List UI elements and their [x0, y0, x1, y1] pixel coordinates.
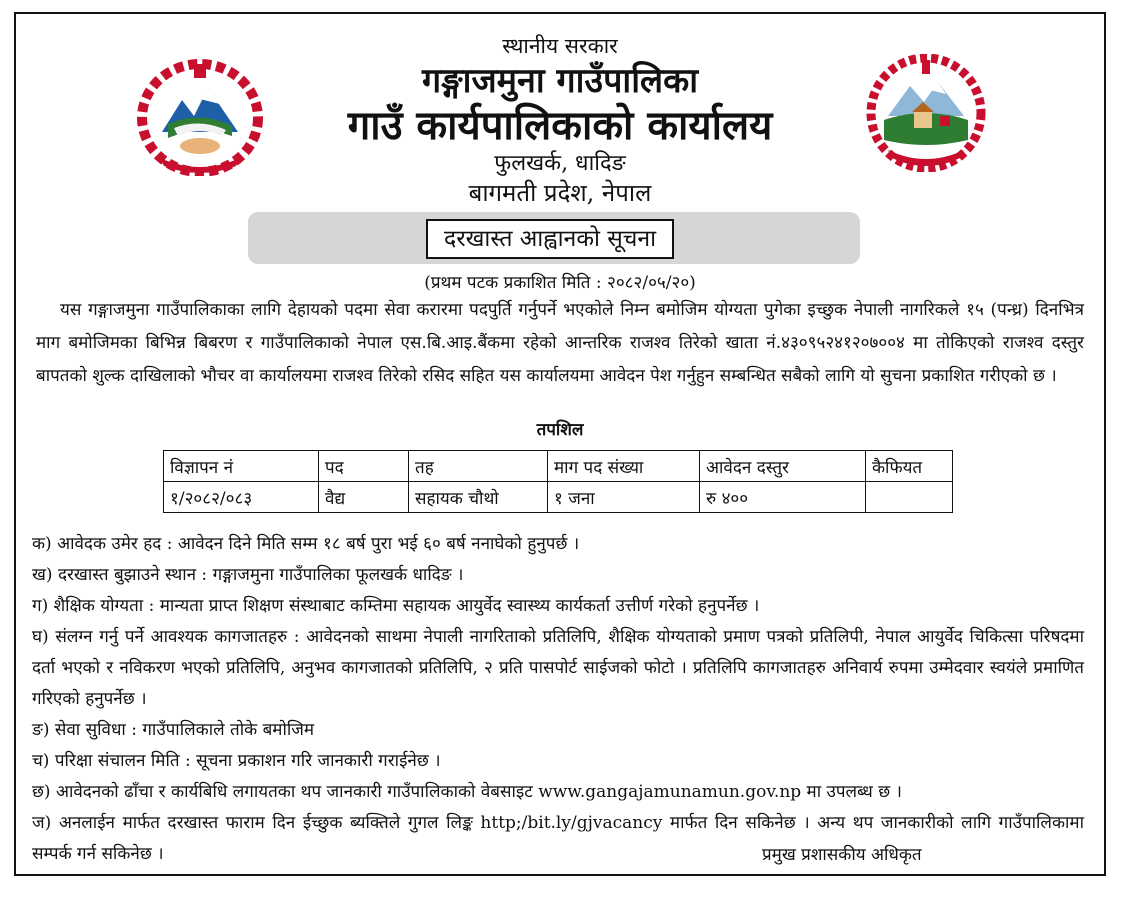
notice-title: दरखास्त आह्वानको सूचना — [426, 219, 674, 259]
municipality-name: गङ्गाजमुना गाउँपालिका — [421, 61, 699, 101]
office-name: गाउँ कार्यपालिकाको कार्यालय — [347, 102, 773, 149]
col-header-remarks: कैफियत — [866, 451, 953, 482]
details-title: तपशिल — [536, 420, 584, 440]
cell-application-fee: रु ४०० — [700, 482, 866, 513]
notice-title-banner — [248, 212, 860, 264]
list-item: छ) आवेदनको ढाँचा र कार्यबिधि लगायतका थप जानकारी गाउँपालिकाको वेबसाइट www.gangajamunamun.gov.np मा उपलब्ध छ । — [32, 782, 902, 802]
cell-advert-no: १/२०८२/०८३ — [164, 482, 319, 513]
col-header-application-fee: आवेदन दस्तुर — [700, 451, 866, 482]
table-header-row — [164, 451, 953, 482]
intro-paragraph: यस गङ्गाजमुना गाउँपालिकाका लागि देहायको पदमा सेवा करारमा पदपुर्ति गर्नुपर्ने भएकोले निम्न बमोजिम योग्यता पुगेका इच्छुक नेपाली नागरिकले १५ (पन्ध्र) दिनभित्र माग बमोजिमका बिभिन्न बिबरण र गाउँपालिकाको नेपाल एस.बि.आइ.बैंकमा रहेको आन्तरिक राजश्व तिरेको खाता नं.४३०९५२४१२०७००४ मा तोकिएको राजश्व दस्तुर बापतको शुल्क दाखिलाको भौचर वा कार्यालयमा राजश्व तिरेको रसिद सहित यस कार्यालयमा आवेदन पेश गर्नुहुन सम्बन्धित सबैको लागि यो सुचना प्रकाशित गरीएको छ । — [36, 300, 1084, 386]
local-government-label: स्थानीय सरकार — [502, 34, 618, 58]
office-header — [16, 32, 1104, 208]
vacancy-table — [163, 450, 953, 513]
list-item: ख) दरखास्त बुझाउने स्थान : गङ्गाजमुना गाउँपालिका फूलखर्क धादिङ । — [32, 565, 464, 585]
col-header-level: तह — [409, 451, 548, 482]
col-header-post: पद — [319, 451, 409, 482]
signatory-title: प्रमुख प्रशासकीय अधिकृत — [762, 845, 922, 865]
conditions-list — [32, 529, 1084, 870]
cell-demand-count: १ जना — [548, 482, 700, 513]
office-address: फुलखर्क, धादिङ — [494, 151, 626, 176]
list-item: ङ) सेवा सुविधा : गाउँपालिकाले तोके बमोजिम — [32, 720, 315, 740]
list-item: ग) शैक्षिक योग्यता : मान्यता प्राप्त शिक्षण संस्थाबाट कम्तिमा सहायक आयुर्वेद स्वास्थ्य कार्यकर्ता उत्तीर्ण गरेको हनुपर्नेछ । — [32, 596, 760, 616]
cell-level: सहायक चौथो — [409, 482, 548, 513]
list-item: क) आवेदक उमेर हद : आवेदन दिने मिति सम्म १८ बर्ष पुरा भई ६० बर्ष ननाघेको हुनुपर्छ । — [32, 534, 580, 554]
col-header-advert-no: विज्ञापन नं — [164, 451, 319, 482]
table-row — [164, 482, 953, 513]
published-date: (प्रथम पटक प्रकाशित मिति : २०८२/०५/२०) — [424, 273, 696, 293]
cell-post: वैद्य — [319, 482, 409, 513]
col-header-demand-count: माग पद संख्या — [548, 451, 700, 482]
cell-remarks — [866, 482, 953, 513]
list-item: घ) संलग्न गर्नु पर्ने आवश्यक कागजातहरु : आवेदनको साथमा नेपाली नागरिताको प्रतिलिपि, शैक्षिक योग्यताको प्रमाण पत्रको प्रतिलिपी, नेपाल आयुर्वेद चिकित्सा परिषदमा दर्ता भएको र नविकरण भएको प्रतिलिपि, अनुभव कागजातको प्रतिलिपि, २ प्रति पासपोर्ट साईजको फोटो । प्रतिलिपि कागजातहरु अनिवार्य रुपमा उम्मेदवार स्वयंले प्रमाणित गरिएको हनुपर्नेछ । — [32, 627, 1084, 709]
list-item: ज) अनलाईन मार्फत दरखास्त फाराम दिन ईच्छुक ब्यक्तिले गुगल लिङ्क http;/bit.ly/gjvacancy मार्फत दिन सकिनेछ । अन्य थप जानकारीको लागि गाउँपालिकामा सम्पर्क गर्न सकिनेछ । — [32, 813, 1084, 864]
list-item: च) परिक्षा संचालन मिति : सूचना प्रकाशन गरि जानकारी गराईनेछ । — [32, 751, 441, 771]
notice-document — [14, 12, 1106, 876]
province-country: बागमती प्रदेश, नेपाल — [468, 179, 652, 207]
